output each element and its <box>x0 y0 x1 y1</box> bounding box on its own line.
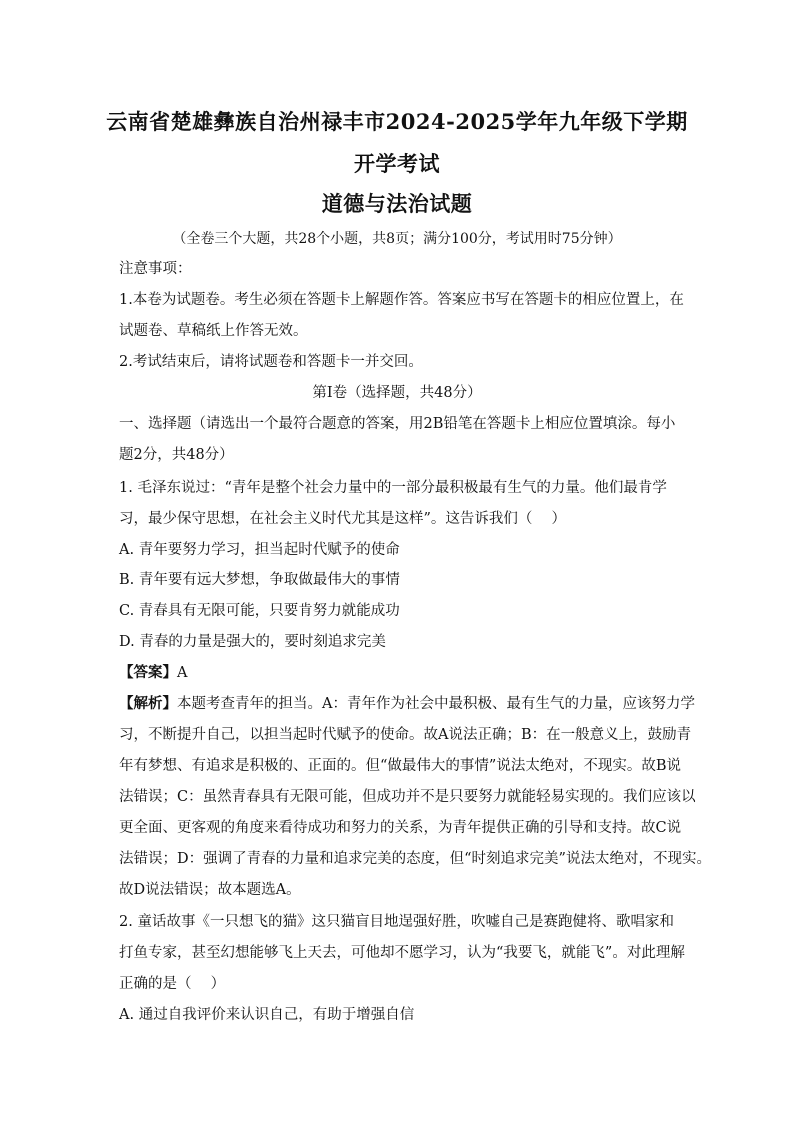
exam-meta-info: （全卷三个大题，共28个小题，共8页；满分100分，考试用时75分钟） <box>172 231 622 247</box>
question-1-option-b: B. 青年要有远大梦想，争取做最伟大的事情 <box>119 572 400 588</box>
question-1-answer <box>119 663 679 683</box>
question-1-stem-line2: 习，最少保守思想，在社会主义时代尤其是这样”。这告诉我们（ ） <box>119 511 567 527</box>
exam-title-line1: 云南省楚雄彝族自治州禄丰市2024-2025学年九年级下学期 <box>106 109 688 134</box>
question-1-analysis-line3: 年有梦想、有追求是积极的、正面的。但“做最伟大的事情”说法太绝对，不现实。故B说 <box>119 758 681 774</box>
question-1-analysis-line4: 法错误；C：虽然青春具有无限可能，但成功并不是只要努力就能轻易实现的。我们应该以 <box>119 789 696 805</box>
exam-title-line2: 开学考试 <box>354 151 440 176</box>
question-2-stem-line1: 2. 童话故事《一只想飞的猫》这只猫盲目地逞强好胜，吹嘘自己是赛跑健将、歌唱家和 <box>119 914 674 930</box>
section-instructions-line1: 一、选择题（请选出一个最符合题意的答案，用2B铅笔在答题卡上相应位置填涂。每小 <box>119 416 676 432</box>
answer-label: 【答案】 <box>119 664 177 681</box>
notice-item-1-line1: 1.本卷为试题卷。考生必须在答题卡上解题作答。答案应书写在答题卡的相应位置上，在 <box>119 292 684 308</box>
question-2-option-a: A. 通过自我评价来认识自己，有助于增强自信 <box>119 1007 415 1023</box>
question-1-analysis-line7: 故D说法错误；故本题选A。 <box>119 882 301 898</box>
question-1-analysis-line1 <box>119 694 695 714</box>
question-1-option-d: D. 青春的力量是强大的，要时刻追求完美 <box>119 634 386 650</box>
exam-subject-title: 道德与法治试题 <box>321 191 473 216</box>
question-2-stem-line2: 打鱼专家，甚至幻想能够飞上天去，可他却不愿学习，认为“我要飞，就能飞”。对此理解 <box>119 945 685 961</box>
notice-item-2: 2.考试结束后，请将试题卷和答题卡一并交回。 <box>119 354 423 370</box>
analysis-label: 【解析】 <box>119 695 177 712</box>
section-instructions-line2: 题2分，共48分） <box>119 447 234 463</box>
question-1-option-a: A. 青年要努力学习，担当起时代赋予的使命 <box>119 542 400 558</box>
notice-item-1-line2: 试题卷、草稿纸上作答无效。 <box>119 323 308 339</box>
part-one-heading: 第Ⅰ卷（选择题，共48分） <box>312 385 482 401</box>
question-2-stem-line3: 正确的是（ ） <box>119 976 226 992</box>
question-1-analysis-line5: 更全面、更客观的角度来看待成功和努力的关系，为青年提供正确的引导和支持。故C说 <box>119 820 682 836</box>
question-1-stem-line1: 1. 毛泽东说过：“青年是整个社会力量中的一部分最积极最有生气的力量。他们最肯学 <box>119 480 667 496</box>
analysis-text: 本题考查青年的担当。A：青年作为社会中最积极、最有生气的力量，应该努力学 <box>177 696 695 712</box>
question-1-option-c: C. 青春具有无限可能，只要肯努力就能成功 <box>119 603 400 619</box>
question-1-analysis-line2: 习，不断提升自己，以担当起时代赋予的使命。故A说法正确；B：在一般意义上，鼓励青 <box>119 727 692 743</box>
question-1-analysis-line6: 法错误；D：强调了青春的力量和追求完美的态度，但“时刻追求完美”说法太绝对，不现实。 <box>119 851 711 867</box>
answer-value: A <box>177 665 188 681</box>
notice-heading: 注意事项： <box>119 261 192 277</box>
